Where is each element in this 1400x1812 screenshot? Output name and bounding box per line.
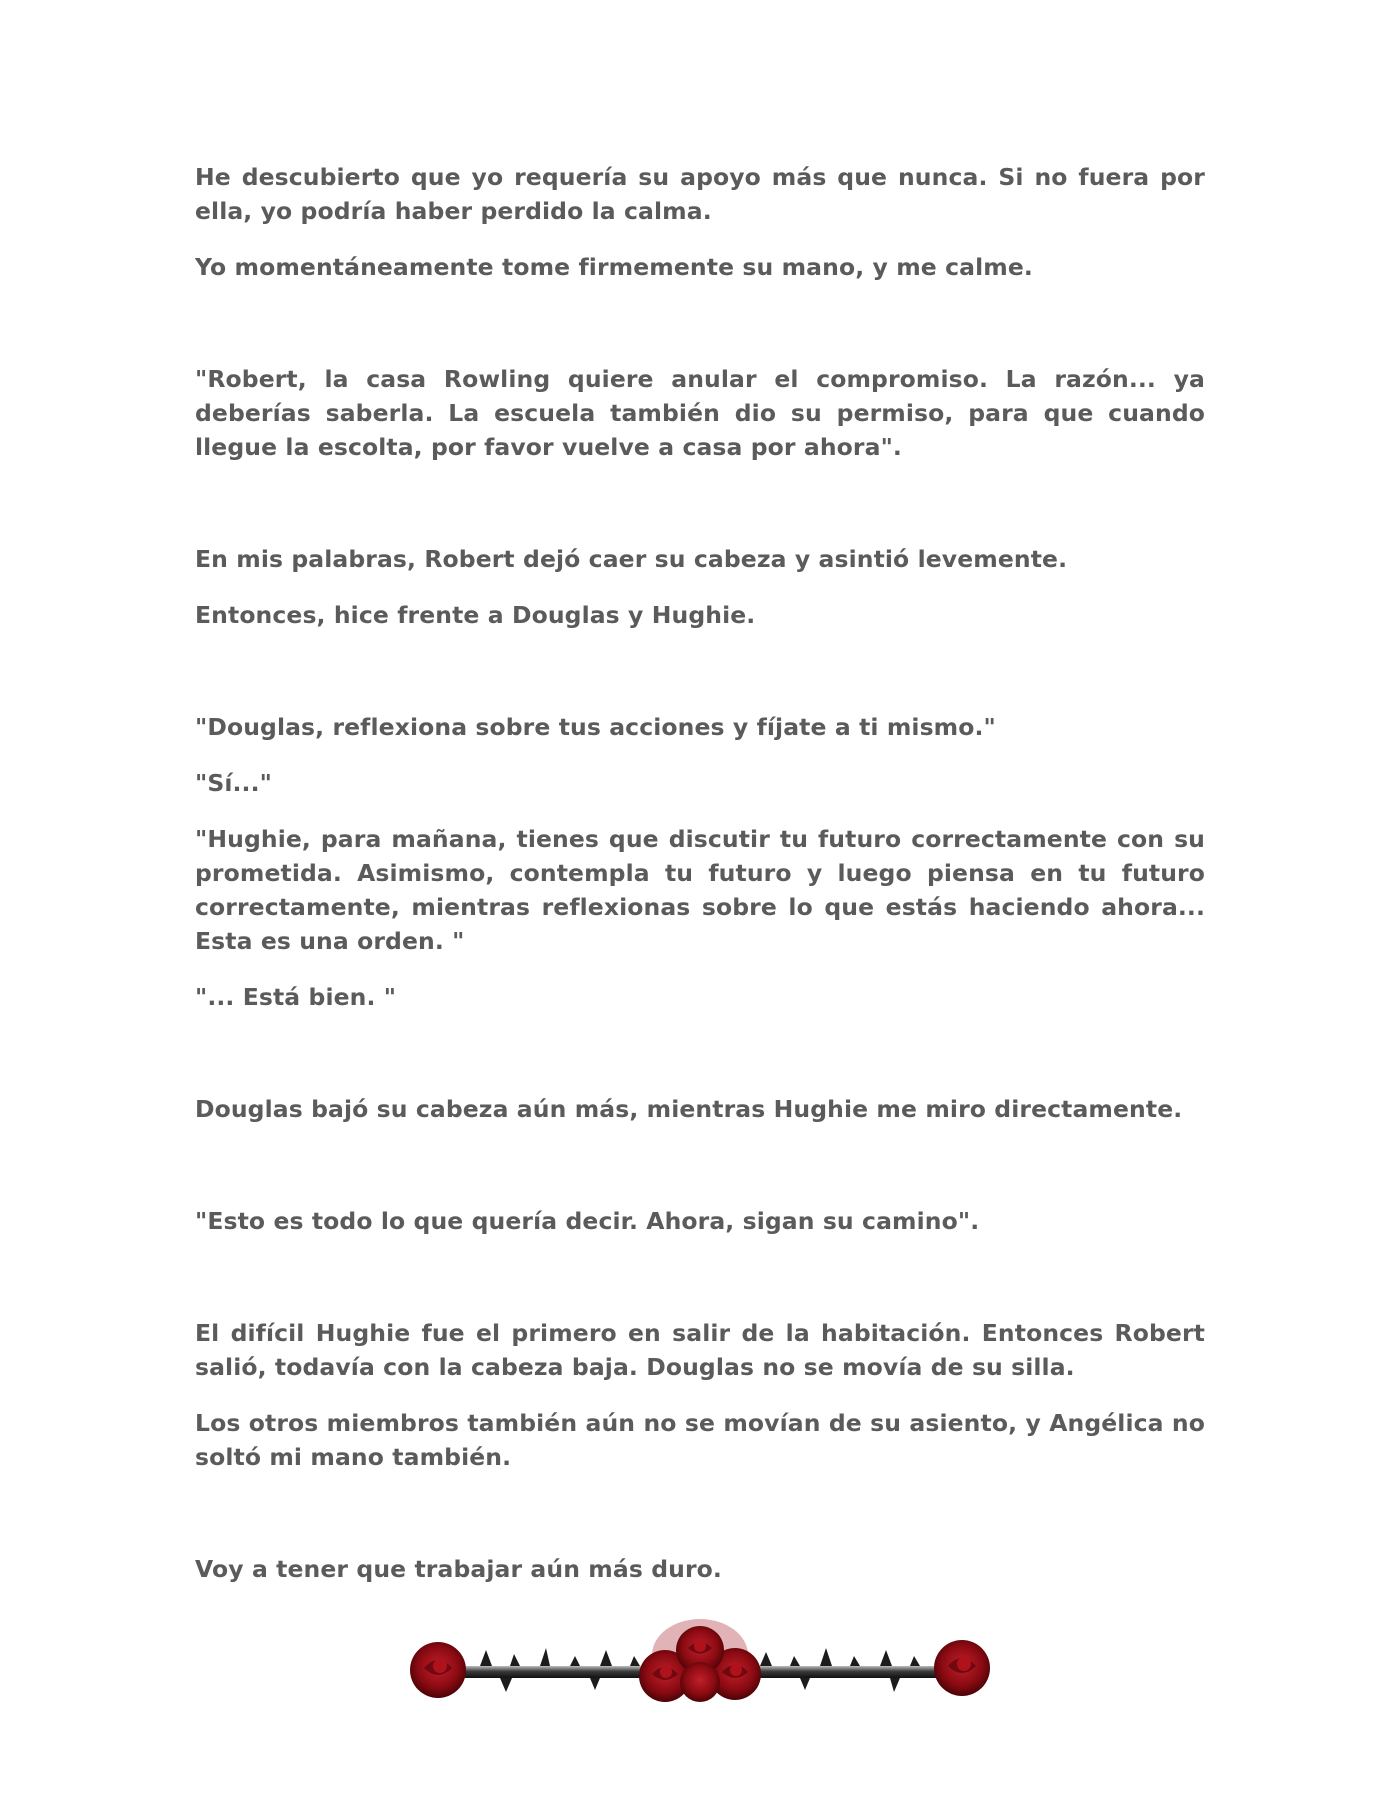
- paragraph: Douglas bajó su cabeza aún más, mientras Hughie me miro directamente.: [195, 1095, 1183, 1123]
- document-body: [195, 160, 1205, 1608]
- paragraph: En mis palabras, Robert dejó caer su cabeza y asintió levemente.: [195, 545, 1068, 573]
- paragraph: Entonces, hice frente a Douglas y Hughie.: [195, 601, 756, 629]
- paragraph: Yo momentáneamente tome firmemente su mano, y me calme.: [195, 253, 1033, 281]
- paragraph: "Hughie, para mañana, tienes que discutir tu futuro correctamente con su prometida. Asimismo, contempla tu futuro y luego piensa en tu futuro correctamente, mientras reflexionas sobre lo que estás haciendo ahora... Esta es una orden. ": [195, 825, 1205, 955]
- paragraph: "... Está bien. ": [195, 983, 397, 1011]
- paragraph: He descubierto que yo requería su apoyo más que nunca. Si no fuera por ella, yo podría haber perdido la calma.: [195, 163, 1205, 225]
- paragraph: Los otros miembros también aún no se movían de su asiento, y Angélica no soltó mi mano también.: [195, 1409, 1205, 1471]
- rose-vine-divider-icon: [400, 1610, 1000, 1720]
- paragraph: "Robert, la casa Rowling quiere anular el compromiso. La razón... ya deberías saberla. La escuela también dio su permiso, para que cuando llegue la escolta, por favor vuelve a casa por ahora".: [195, 365, 1205, 461]
- paragraph: "Esto es todo lo que quería decir. Ahora, sigan su camino".: [195, 1207, 980, 1235]
- paragraph: El difícil Hughie fue el primero en salir de la habitación. Entonces Robert salió, todavía con la cabeza baja. Douglas no se movía de su silla.: [195, 1319, 1205, 1381]
- paragraph: "Sí...": [195, 769, 272, 797]
- paragraph: Voy a tener que trabajar aún más duro.: [195, 1555, 722, 1583]
- paragraph: "Douglas, reflexiona sobre tus acciones y fíjate a ti mismo.": [195, 713, 996, 741]
